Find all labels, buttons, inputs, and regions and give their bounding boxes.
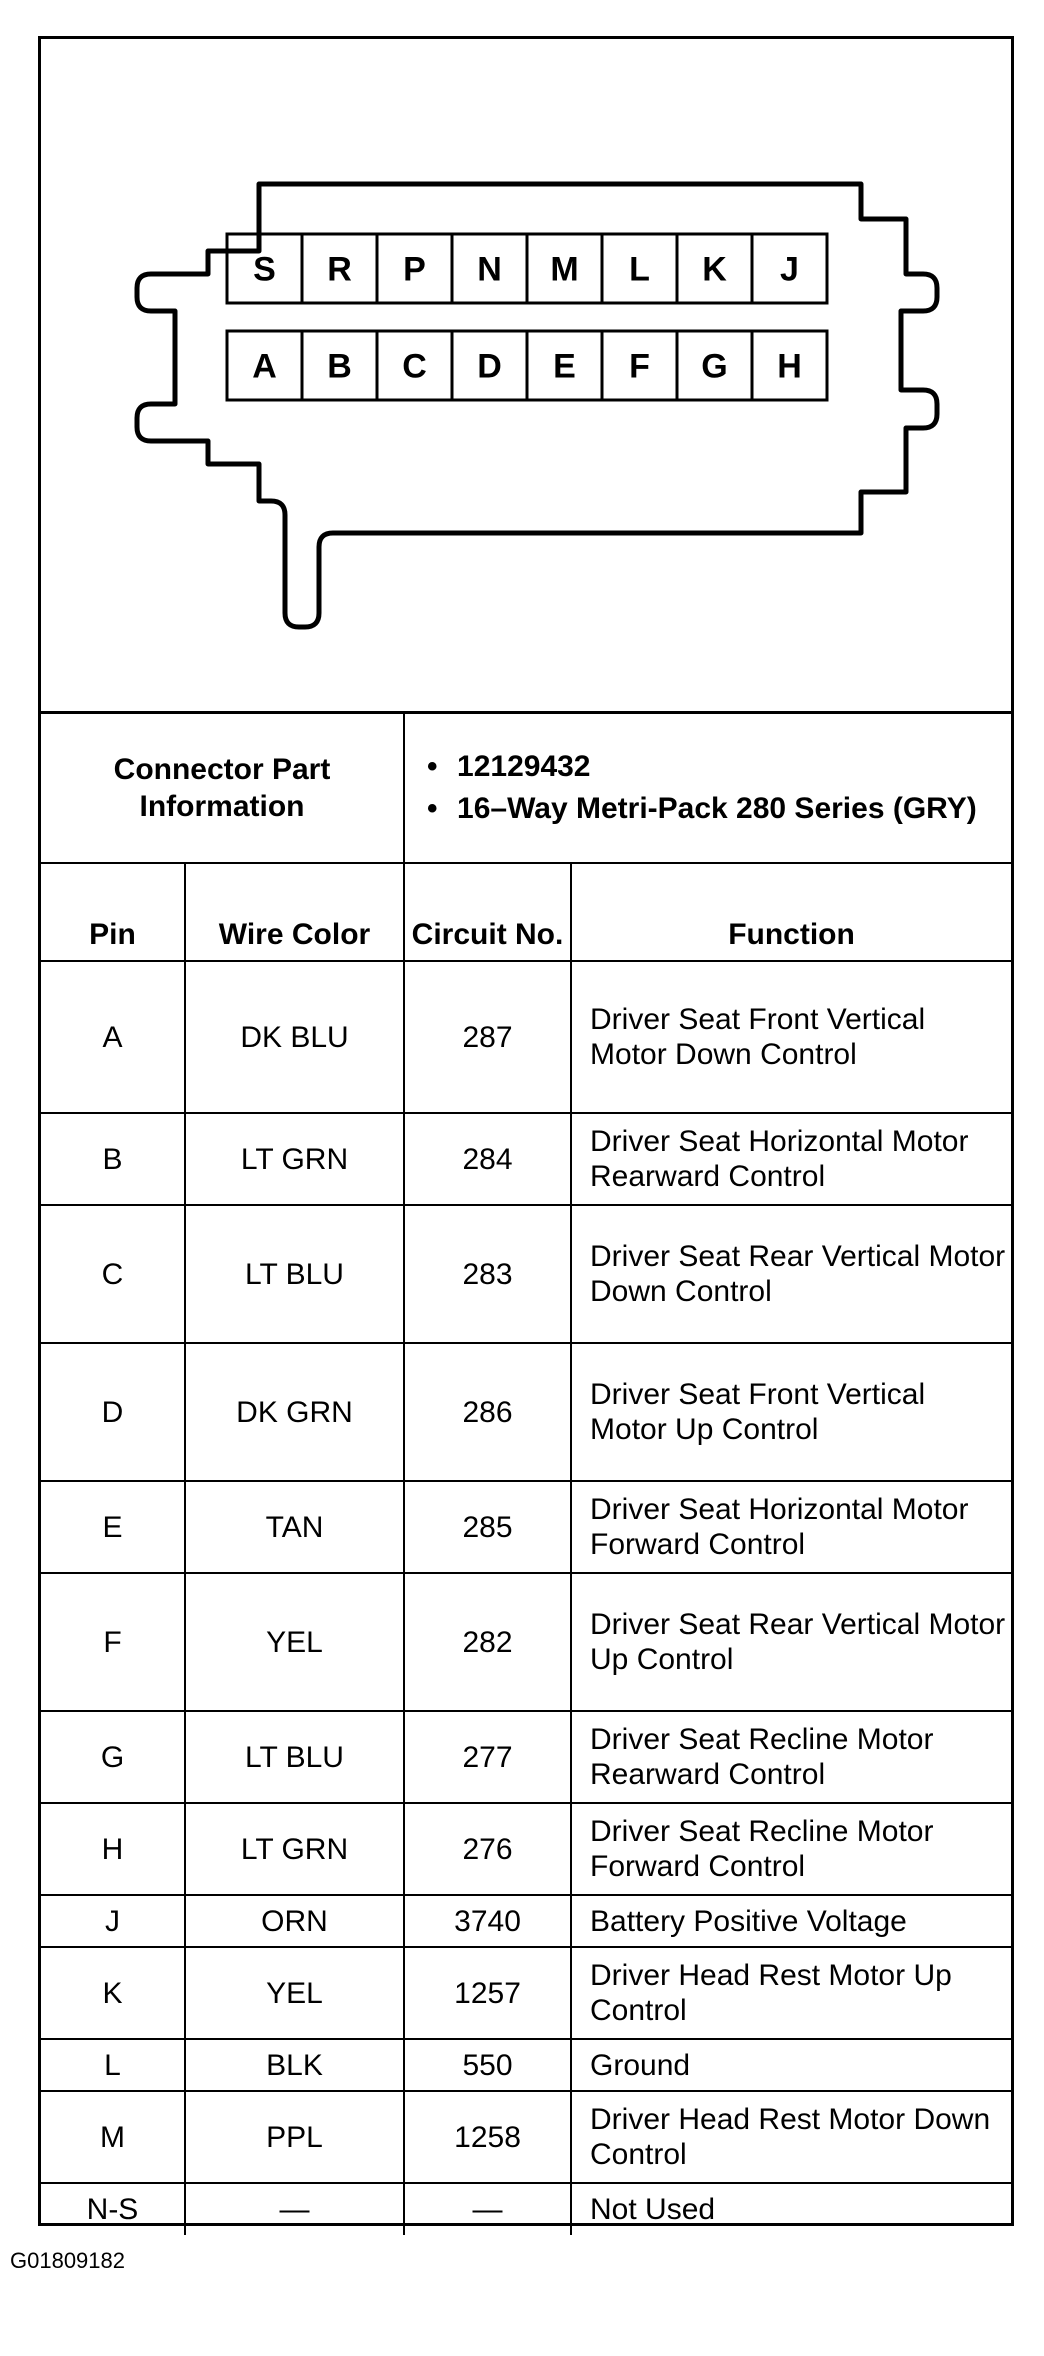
pin-label: F	[629, 347, 650, 386]
header-wire-color: Wire Color	[185, 863, 404, 961]
wire-color-cell: PPL	[185, 2091, 404, 2183]
table-row	[41, 2039, 1011, 2091]
pin-cell: H	[41, 1803, 185, 1895]
pin-cell: J	[41, 1895, 185, 1947]
table-row	[41, 2183, 1011, 2235]
pin-cell: L	[41, 2039, 185, 2091]
function-cell: Battery Positive Voltage	[571, 1895, 1011, 1947]
pin-label: E	[553, 347, 576, 386]
wire-color-cell: LT BLU	[185, 1205, 404, 1343]
wire-color-cell: BLK	[185, 2039, 404, 2091]
part-info-item	[427, 791, 1011, 827]
part-info-list	[404, 714, 1011, 863]
wire-color-cell: LT BLU	[185, 1711, 404, 1803]
table-row	[41, 1343, 1011, 1481]
wire-color-cell: ORN	[185, 1895, 404, 1947]
wire-color-cell: DK BLU	[185, 961, 404, 1113]
pin-cell: D	[41, 1343, 185, 1481]
circuit-cell: 276	[404, 1803, 571, 1895]
pin-label: S	[253, 250, 276, 289]
header-pin: Pin	[41, 863, 185, 961]
function-cell: Driver Seat Recline Motor Rearward Control	[571, 1711, 1011, 1803]
function-cell: Driver Head Rest Motor Up Control	[571, 1947, 1011, 2039]
circuit-cell: 283	[404, 1205, 571, 1343]
circuit-cell: 287	[404, 961, 571, 1113]
part-number: 12129432	[457, 750, 591, 783]
pin-cell: C	[41, 1205, 185, 1343]
function-cell: Driver Head Rest Motor Down Control	[571, 2091, 1011, 2183]
circuit-cell: 1257	[404, 1947, 571, 2039]
circuit-cell: 285	[404, 1481, 571, 1573]
wire-color-cell: YEL	[185, 1947, 404, 2039]
table-row	[41, 1481, 1011, 1573]
pin-label: A	[252, 347, 277, 386]
pin-cell: B	[41, 1113, 185, 1205]
header-row	[41, 863, 1011, 961]
function-cell: Ground	[571, 2039, 1011, 2091]
pin-label: H	[777, 347, 802, 386]
pin-label: C	[402, 347, 427, 386]
connector-document	[38, 36, 1014, 2226]
figure-id: G01809182	[10, 2248, 125, 2273]
circuit-cell: —	[404, 2183, 571, 2235]
wire-color-cell: YEL	[185, 1573, 404, 1711]
circuit-cell: 1258	[404, 2091, 571, 2183]
circuit-cell: 284	[404, 1113, 571, 1205]
pin-label: K	[702, 250, 727, 289]
pin-label: G	[701, 347, 728, 386]
pin-label: B	[327, 347, 352, 386]
pin-cell: K	[41, 1947, 185, 2039]
pin-label: J	[780, 250, 799, 289]
wire-color-cell: DK GRN	[185, 1343, 404, 1481]
function-cell: Driver Seat Recline Motor Forward Control	[571, 1803, 1011, 1895]
header-function: Function	[571, 863, 1011, 961]
pin-cell: M	[41, 2091, 185, 2183]
pin-cell: A	[41, 961, 185, 1113]
pin-cell: G	[41, 1711, 185, 1803]
circuit-cell: 286	[404, 1343, 571, 1481]
table-row	[41, 1895, 1011, 1947]
pin-label: L	[629, 250, 650, 289]
pin-label: N	[477, 250, 502, 289]
pin-cell: E	[41, 1481, 185, 1573]
function-cell: Driver Seat Front Vertical Motor Up Control	[571, 1343, 1011, 1481]
connector-face-diagram	[41, 39, 1011, 711]
circuit-cell: 3740	[404, 1895, 571, 1947]
connector-type: 16–Way Metri-Pack 280 Series (GRY)	[457, 792, 977, 825]
part-info-item	[427, 749, 1011, 785]
wire-color-cell: TAN	[185, 1481, 404, 1573]
part-info-row	[41, 714, 1011, 863]
table-row	[41, 1205, 1011, 1343]
wire-color-cell: —	[185, 2183, 404, 2235]
function-cell: Driver Seat Rear Vertical Motor Up Control	[571, 1573, 1011, 1711]
table-row	[41, 1947, 1011, 2039]
pinout-table	[41, 714, 1011, 2235]
wire-color-cell: LT GRN	[185, 1803, 404, 1895]
pin-label: D	[477, 347, 502, 386]
function-cell: Driver Seat Front Vertical Motor Down Control	[571, 961, 1011, 1113]
function-cell: Driver Seat Horizontal Motor Forward Control	[571, 1481, 1011, 1573]
bullet-icon: •	[427, 750, 438, 783]
table-row	[41, 1573, 1011, 1711]
pin-label: M	[550, 250, 579, 289]
pin-label: R	[327, 250, 352, 289]
table-row	[41, 1711, 1011, 1803]
function-cell: Driver Seat Horizontal Motor Rearward Control	[571, 1113, 1011, 1205]
table-row	[41, 1113, 1011, 1205]
circuit-cell: 282	[404, 1573, 571, 1711]
bullet-icon: •	[427, 792, 438, 825]
part-info-label: Connector Part Information	[41, 714, 404, 863]
circuit-cell: 277	[404, 1711, 571, 1803]
table-row	[41, 1803, 1011, 1895]
pin-cell: F	[41, 1573, 185, 1711]
connector-diagram-panel	[41, 39, 1011, 714]
table-row	[41, 961, 1011, 1113]
pin-label: P	[403, 250, 426, 289]
function-cell: Driver Seat Rear Vertical Motor Down Control	[571, 1205, 1011, 1343]
header-circuit-no: Circuit No.	[404, 863, 571, 961]
table-row	[41, 2091, 1011, 2183]
pin-cell: N-S	[41, 2183, 185, 2235]
wire-color-cell: LT GRN	[185, 1113, 404, 1205]
circuit-cell: 550	[404, 2039, 571, 2091]
function-cell: Not Used	[571, 2183, 1011, 2235]
